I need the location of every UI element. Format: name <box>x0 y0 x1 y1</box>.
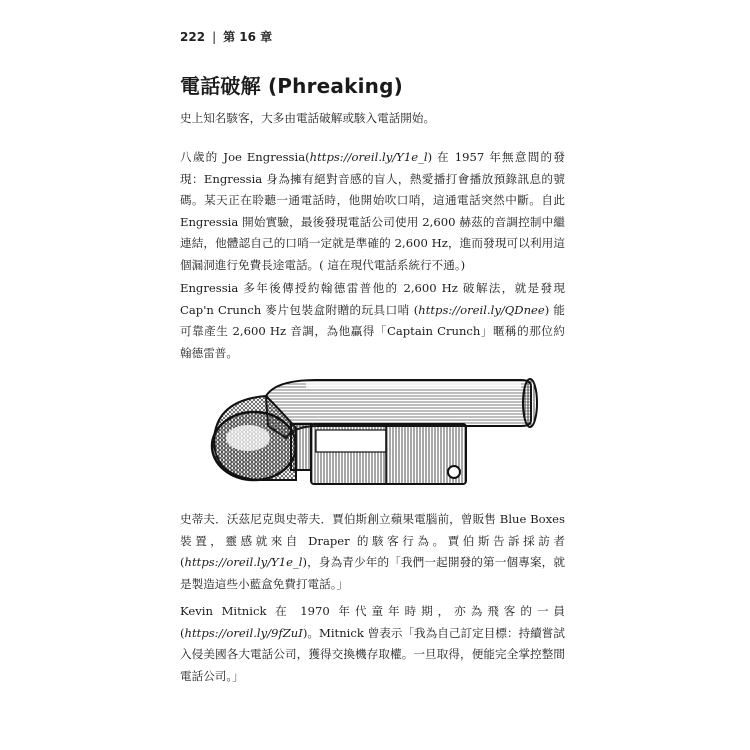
paragraph-text: 史蒂夫．沃茲尼克與史蒂夫．賈伯斯創立蘋果電腦前，曾販售 Blue Boxes 裝置，靈感就來自 Draper 的駭客行為。賈伯斯告訴採訪者 ( <box>180 512 565 569</box>
link-url[interactable]: https://oreil.ly/Y1e_l <box>184 555 303 569</box>
chapter-label: 第 16 章 <box>223 30 273 44</box>
paragraph-text: Kevin Mitnick 在 1970 年代童年時期，亦為飛客的一員 ( <box>180 604 565 640</box>
paragraph-text: Engressia 多年後傳授約翰德雷普他的 2,600 Hz 破解法，就是發現 Cap'n Crunch 麥片包裝盒附贈的玩具口哨 ( <box>180 281 565 317</box>
paragraph-engressia <box>180 147 565 276</box>
paragraph-mitnick <box>180 601 565 687</box>
link-url[interactable]: https://oreil.ly/Y1e_l <box>309 150 428 164</box>
paragraph-text: )。Mitnick 曾表示「我為自己訂定目標：持續嘗試入侵美國各大電話公司，獲得交換機存取權。一旦取得，便能完全掌控整間電話公司。」 <box>180 625 565 683</box>
page-number: 222 <box>180 30 206 44</box>
paragraph-wozniak-jobs <box>180 509 565 595</box>
whistle-icon <box>206 368 546 492</box>
link-url[interactable]: https://oreil.ly/QDnee <box>418 302 545 317</box>
paragraph-text: ) 在 1957 年無意間的發現：Engressia 身為擁有絕對音感的盲人，熱愛播打會播放預錄訊息的號碼。某天正在聆聽一通電話時，他開始吹口哨，這通電話突然中斷。自此 Engressia 開始實驗，最後發現電話公司使用 2,600 赫茲的音調控制中繼連結，他體認自己的口哨一定就是準確的 2,600 Hz，進而發現可以利用這個漏洞進行免費長途電話。( 這在現代電話系統行不通。) <box>180 150 565 272</box>
paragraph-text: 八歲的 Joe Engressia( <box>180 150 310 164</box>
paragraph-text: ) 能可靠產生 2,600 Hz 音調，為他贏得「Captain Crunch」暱稱的那位約翰德雷普。 <box>180 302 565 360</box>
header-separator: | <box>212 30 217 44</box>
paragraph-text: )，身為青少年的「我們一起開發的第一個專案，就是製造這些小藍盒免費打電話。」 <box>180 555 565 591</box>
paragraph-intro <box>180 108 565 130</box>
paragraph-text: 史上知名駭客，大多由電話破解或駭入電話開始。 <box>180 111 436 125</box>
section-title: 電話破解 (Phreaking) <box>180 74 403 98</box>
paragraph-draper <box>180 278 565 364</box>
running-header <box>180 28 272 45</box>
toy-whistle-illustration <box>206 368 546 492</box>
link-url[interactable]: https://oreil.ly/9fZuI <box>184 625 303 640</box>
